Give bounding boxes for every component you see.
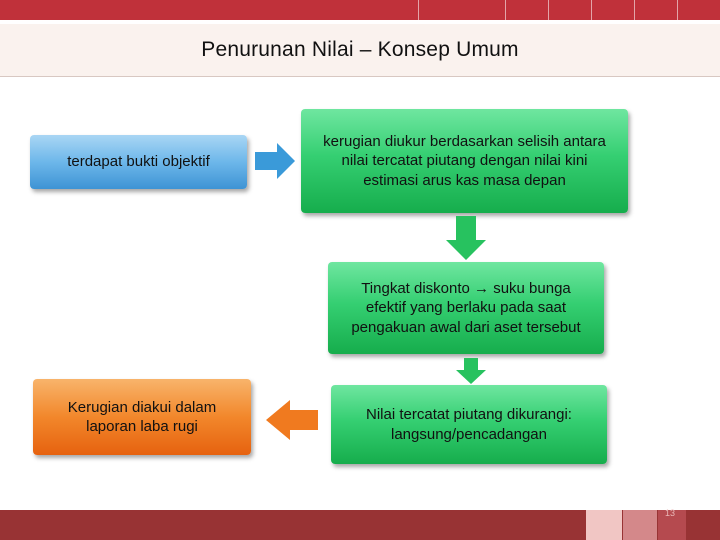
measurement-box xyxy=(301,109,628,213)
stripe-divider xyxy=(418,0,419,20)
discount-rate-box xyxy=(328,262,604,354)
recognition-text: Kerugian diakui dalam laporan laba rugi xyxy=(67,398,217,435)
footer-bar xyxy=(0,510,720,540)
right-arrow-icon xyxy=(255,143,295,179)
stripe-divider xyxy=(548,0,549,20)
stripe-divider xyxy=(677,0,678,20)
measurement-text: kerugian diukur berdasarkan selisih antara nilai tercatat piutang dengan nilai kini estimasi arus kas masa depan xyxy=(323,132,606,189)
top-accent-stripe xyxy=(0,0,720,20)
down-arrow-icon xyxy=(456,358,486,384)
footer-tile xyxy=(623,510,657,540)
left-arrow-icon xyxy=(266,400,318,440)
slide-title: Penurunan Nilai – Konsep Umum xyxy=(201,38,519,61)
recognition-box xyxy=(33,379,251,455)
evidence-text: terdapat bukti objektif xyxy=(67,153,210,171)
page-number: 13 xyxy=(665,508,676,518)
footer-tile xyxy=(586,510,622,540)
reduction-text: Nilai tercatat piutang dikurangi: langsung/pencadangan xyxy=(366,406,572,443)
stripe-divider xyxy=(505,0,506,20)
evidence-box xyxy=(30,135,247,189)
reduction-box xyxy=(331,385,607,464)
title-bar xyxy=(0,24,720,77)
discount-rate-text: Tingkat diskonto → suku bunga efektif yang berlaku pada saat pengakuan awal dari aset tersebut xyxy=(351,279,581,336)
down-arrow-icon xyxy=(446,216,486,260)
stripe-divider xyxy=(591,0,592,20)
stripe-divider xyxy=(634,0,635,20)
